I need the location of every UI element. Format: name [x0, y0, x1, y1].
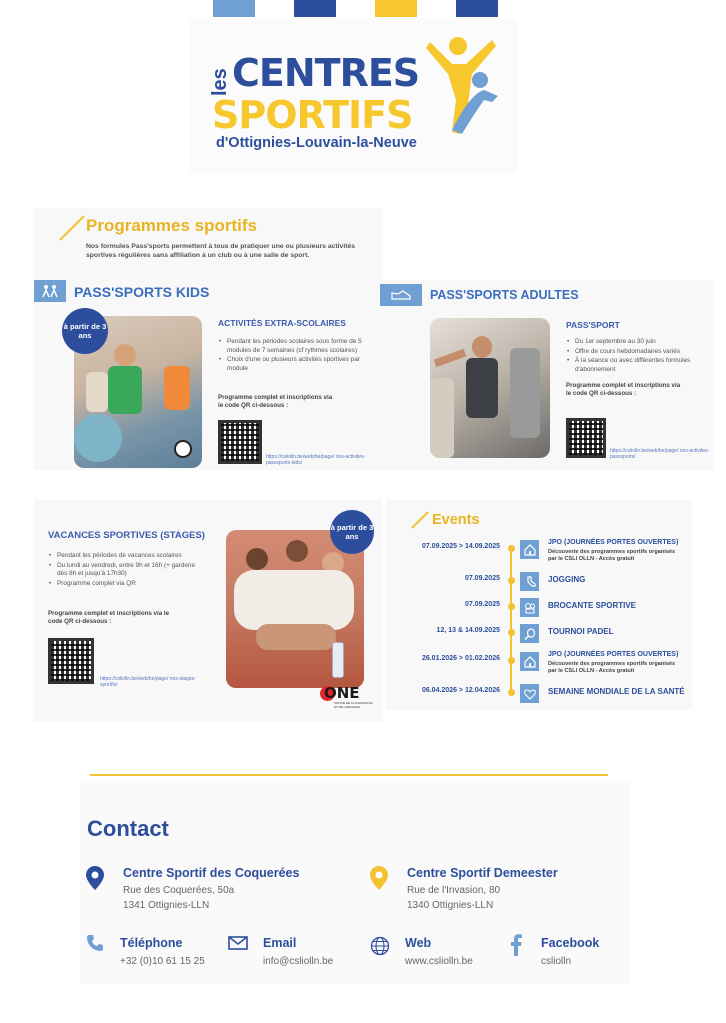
- stages-qr-code[interactable]: [48, 638, 94, 684]
- shoe-icon: [520, 572, 539, 591]
- event-title: JPO (JOURNÉES PORTES OUVERTES): [548, 539, 679, 546]
- kids-bullets: [218, 338, 370, 374]
- timeline-dot: [508, 689, 515, 696]
- stages-bullet-3: • Programme complet via QR: [48, 580, 198, 589]
- site1-line2: 1341 Ottignies-LLN: [123, 900, 210, 911]
- adults-url[interactable]: https://csliolln.be/web/be/page/ nos-activites-passsports/: [610, 448, 710, 460]
- adults-bullet-2: • Offre de cours hebdomadaires variés: [566, 348, 706, 357]
- stages-heading: VACANCES SPORTIVES (STAGES): [48, 530, 205, 541]
- top-bar-3: [375, 0, 417, 17]
- timeline-dot: [508, 577, 515, 584]
- top-bar-4: [456, 0, 498, 17]
- top-bar-1: [213, 0, 255, 17]
- logo-subtitle: d'Ottignies-Louvain-la-Neuve: [216, 135, 417, 151]
- facebook-label: Facebook: [541, 936, 600, 950]
- one-logo-subtitle: OFFICE DE LA NAISSANCE ET DE L'ENFANCE: [334, 701, 373, 709]
- stages-photo: [226, 530, 364, 688]
- adults-heading: PASS'SPORTS ADULTES: [430, 288, 579, 302]
- kids-cta: Programme complet et inscriptions via le code QR ci-dessous :: [218, 394, 333, 409]
- racket-icon: [520, 624, 539, 643]
- phone-label: Téléphone: [120, 936, 183, 950]
- timeline-line: [510, 548, 512, 694]
- facebook-icon: [510, 934, 522, 956]
- adults-qr-code[interactable]: [566, 418, 606, 458]
- event-date: 07.09.2025: [464, 601, 500, 608]
- adults-bullet-1: • Du 1er septembre au 30 juin: [566, 338, 706, 347]
- heart-icon: [520, 684, 539, 703]
- stages-bullet-2: • Du lundi au vendredi, entre 9h et 16h (+ garderie dès 8h et jusqu'à 17h30): [48, 562, 198, 579]
- timeline-dot: [508, 629, 515, 636]
- adults-subheading: PASS'SPORT: [566, 320, 620, 330]
- adults-photo: [430, 318, 550, 458]
- programmes-panel: [34, 208, 382, 470]
- web-value[interactable]: www.csliolln.be: [405, 956, 473, 967]
- contact-divider: [90, 774, 608, 776]
- stages-bullets: [48, 552, 198, 589]
- phone-icon: [86, 934, 104, 952]
- kids-url[interactable]: https://csliolln.be/web/be/page/ nos-activites-passsports-kids/: [266, 454, 366, 466]
- stages-panel: [34, 500, 382, 722]
- logo-les: les: [209, 68, 231, 96]
- facebook-value[interactable]: csliolln: [541, 956, 572, 967]
- event-description: Découverte des programmes sportifs organisés par le CSLI OLLN - Accès gratuit: [548, 549, 676, 562]
- event-description: Découverte des programmes sportifs organisés par le CSLI OLLN - Accès gratuit: [548, 661, 676, 674]
- globe-icon: [370, 936, 390, 956]
- email-value[interactable]: info@csliolln.be: [263, 956, 334, 967]
- slash-decoration: [58, 214, 86, 242]
- house-icon: [520, 540, 539, 559]
- email-label: Email: [263, 936, 297, 950]
- logo-centres: CENTRES: [232, 51, 420, 95]
- kids-qr-code[interactable]: [218, 420, 262, 464]
- stages-bullet-1: • Pendant les périodes de vacances scolaires: [48, 552, 198, 561]
- slash-decoration: [410, 510, 430, 530]
- adults-cta: Programme complet et inscriptions via le code QR ci-dessous :: [566, 382, 681, 397]
- event-title: JPO (JOURNÉES PORTES OUVERTES): [548, 651, 679, 658]
- site2-line1: Rue de l'Invasion, 80: [407, 885, 501, 896]
- kids-heading: PASS'SPORTS KIDS: [74, 284, 210, 300]
- event-date: 07.09.2025: [464, 575, 500, 582]
- house-icon: [520, 652, 539, 671]
- map-pin-icon: [86, 866, 104, 890]
- adults-panel: [380, 280, 714, 470]
- site1-name: Centre Sportif des Coquerées: [123, 866, 300, 880]
- site2-name: Centre Sportif Demeester: [407, 866, 558, 880]
- timeline-dot: [508, 603, 515, 610]
- programmes-title: Programmes sportifs: [86, 216, 257, 235]
- event-title: JOGGING: [548, 575, 586, 584]
- adults-bullets: [566, 338, 706, 375]
- kids-icon: [34, 280, 66, 302]
- contact-panel: [80, 780, 630, 984]
- sneaker-icon: [380, 284, 422, 306]
- timeline-dot: [508, 545, 515, 552]
- events-panel: [386, 500, 692, 710]
- one-logo: [320, 686, 376, 716]
- event-title: TOURNOI PADEL: [548, 627, 614, 636]
- adults-bullet-3: • À la séance ou avec différentes formules d'abonnement: [566, 357, 706, 374]
- athlete-figure-icon: [422, 34, 502, 134]
- event-date: 26.01.2026 > 01.02.2026: [421, 655, 500, 662]
- kids-bullet-1: • Pendant les périodes scolaires sous forme de 5 modules de 7 semaines (cf rythmes scolaires): [218, 338, 370, 355]
- one-logo-text: ONE: [324, 684, 360, 702]
- logo: [190, 18, 518, 174]
- map-pin-icon: [370, 866, 388, 890]
- phone-value[interactable]: +32 (0)10 61 15 25: [120, 956, 205, 967]
- gear-bag-icon: [520, 598, 539, 617]
- stages-url[interactable]: https://csliolln.be/web/be/page/ nos-stages-sportifs/: [100, 676, 196, 688]
- web-label: Web: [405, 936, 432, 950]
- kids-bullet-2: • Choix d'une ou plusieurs activités sportives par module: [218, 356, 370, 373]
- top-bar-2: [294, 0, 336, 17]
- stages-age-badge: à partir de 3 ans: [330, 510, 374, 554]
- programmes-intro: Nos formules Pass'sports permettent à tous de pratiquer une ou plusieurs activités sportives régulières sans affiliation à un club ou à une salle de sport.: [86, 243, 356, 259]
- event-date: 12, 13 & 14.09.2025: [436, 627, 500, 634]
- event-date: 07.09.2025 > 14.09.2025: [421, 543, 500, 550]
- event-date: 06.04.2026 > 12.04.2026: [421, 687, 500, 694]
- kids-age-badge: à partir de 3 ans: [62, 308, 108, 354]
- logo-sportifs: SPORTIFS: [212, 93, 413, 137]
- site2-line2: 1340 Ottignies-LLN: [407, 900, 494, 911]
- stages-cta: Programme complet et inscriptions via le code QR ci-dessous :: [48, 610, 170, 625]
- event-title: SEMAINE MONDIALE DE LA SANTÉ: [548, 687, 685, 696]
- site1-line1: Rue des Coquerées, 50a: [123, 885, 235, 896]
- kids-subheading: ACTIVITÉS EXTRA-SCOLAIRES: [218, 318, 346, 328]
- event-title: BROCANTE SPORTIVE: [548, 601, 637, 610]
- timeline-dot: [508, 657, 515, 664]
- contact-title: Contact: [87, 816, 169, 841]
- events-title: Events: [432, 512, 480, 528]
- email-icon: [228, 936, 248, 950]
